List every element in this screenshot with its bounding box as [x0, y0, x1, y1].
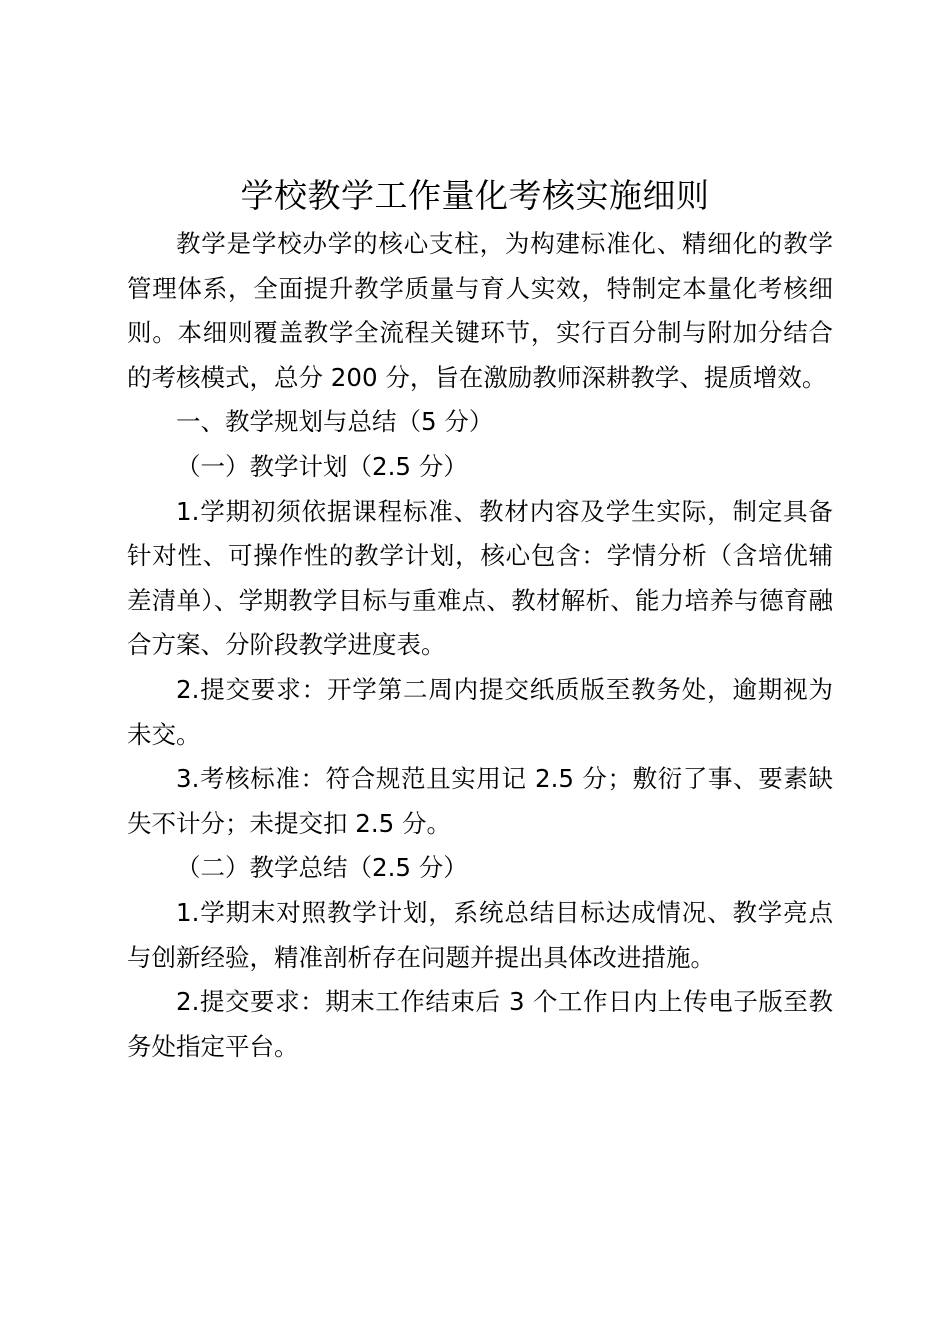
summary-item-1: 1.学期末对照教学计划，系统总结目标达成情况、教学亮点与创新经验，精准剖析存在问题并提出具体改进措施。	[127, 897, 833, 972]
summary-item-2: 2.提交要求：期末工作结束后 3 个工作日内上传电子版至教务处指定平台。	[127, 987, 833, 1061]
document-title: 学校教学工作量化考核实施细则	[240, 176, 710, 215]
section-heading-1: 一、教学规划与总结（5 分）	[176, 407, 494, 437]
plan-item-1: 1.学期初须依据课程标准、教材内容及学生实际，制定具备针对性、可操作性的教学计划，核心包含：学情分析（含培优辅差清单）、学期教学目标与重难点、教材解析、能力培养与德育融合方案、分阶段教学进度表。	[127, 496, 833, 660]
document-body	[127, 222, 833, 1069]
intro-paragraph: 教学是学校办学的核心支柱，为构建标准化、精细化的教学管理体系，全面提升教学质量与育人实效，特制定本量化考核细则。本细则覆盖教学全流程关键环节，实行百分制与附加分结合的考核模式，总分 200 分，旨在激励教师深耕教学、提质增效。	[127, 229, 833, 392]
plan-item-2: 2.提交要求：开学第二周内提交纸质版至教务处，逾期视为未交。	[127, 674, 833, 749]
subsection-heading-plan: （一）教学计划（2.5 分）	[176, 451, 468, 481]
subsection-heading-summary: （二）教学总结（2.5 分）	[176, 853, 468, 883]
plan-item-3: 3.考核标准：符合规范且实用记 2.5 分；敷衍了事、要素缺失不计分；未提交扣 2.5 分。	[127, 764, 833, 838]
